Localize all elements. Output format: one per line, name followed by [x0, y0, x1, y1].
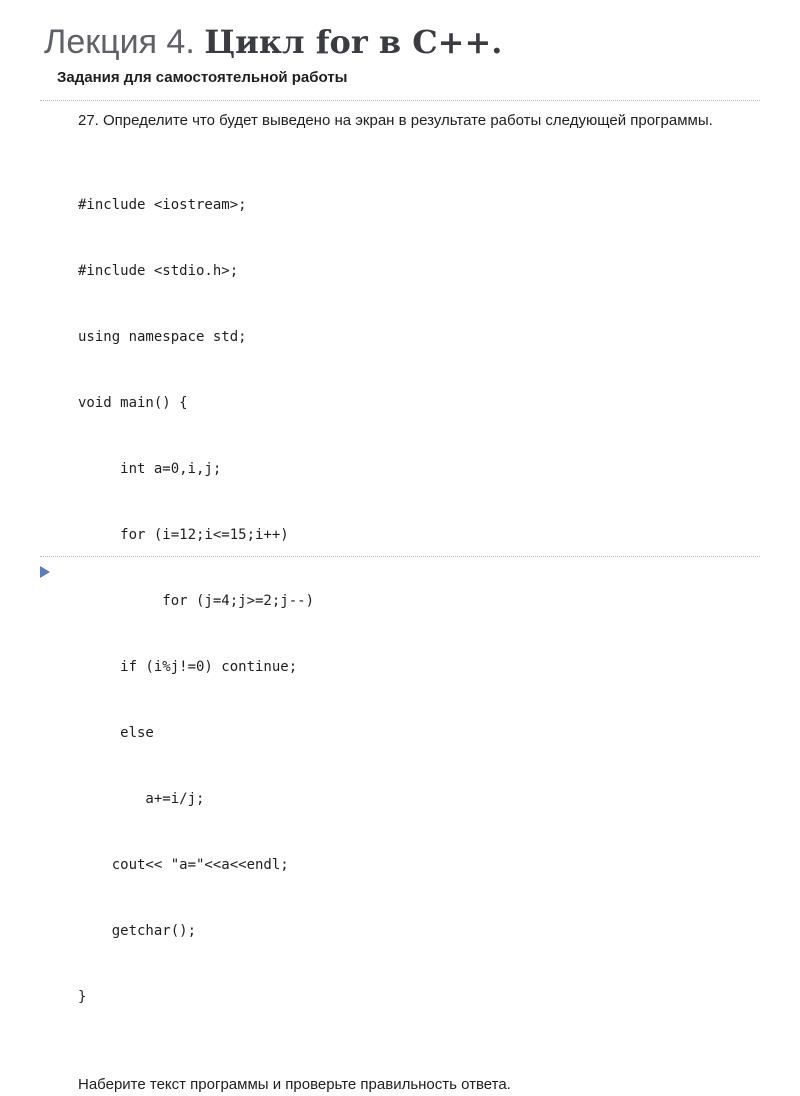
code-line: #include <stdio.h>;: [78, 263, 239, 279]
code-line: using namespace std;: [78, 329, 247, 345]
code-line: #include <iostream>;: [78, 197, 247, 213]
code-block: [78, 150, 738, 1052]
code-line: void main() {: [78, 395, 188, 411]
code-line: else: [78, 725, 154, 741]
triangle-bullet-icon: [40, 566, 50, 578]
code-line: for (j=4;j>=2;j--): [78, 593, 315, 609]
slide-content: [78, 110, 738, 1096]
code-line: cout<< "a="<<a<<endl;: [78, 857, 289, 873]
code-line: for (i=12;i<=15;i++): [78, 527, 289, 543]
code-line: getchar();: [78, 923, 197, 939]
slide-title: [44, 20, 502, 64]
code-line: int a=0,i,j;: [78, 461, 222, 477]
title-prefix: Лекция 4.: [44, 23, 205, 61]
code-line: }: [78, 989, 87, 1005]
slide-subtitle: Задания для самостоятельной работы: [57, 69, 348, 86]
footer-note: Наберите текст программы и проверьте правильность ответа.: [78, 1076, 511, 1093]
divider-top: [40, 100, 760, 101]
task-text: 27. Определите что будет выведено на экран в результате работы следующей программы.: [78, 112, 713, 129]
title-emphasis: Цикл for в С++.: [204, 23, 503, 61]
code-line: if (i%j!=0) continue;: [78, 659, 298, 675]
divider-bottom: [40, 556, 760, 557]
code-line: a+=i/j;: [78, 791, 205, 807]
